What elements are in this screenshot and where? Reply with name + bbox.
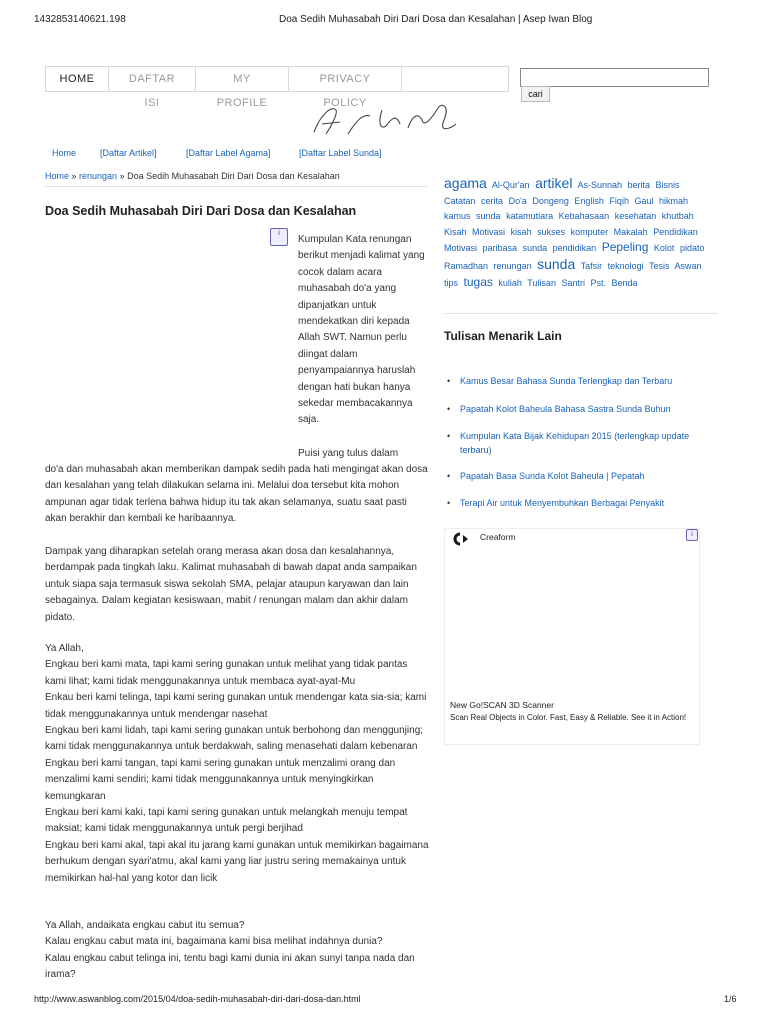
- label-link[interactable]: Pepeling: [601, 240, 649, 255]
- label-link[interactable]: Motivasi: [472, 226, 506, 237]
- label-link[interactable]: Kolot: [653, 243, 675, 254]
- label-link[interactable]: Santri: [561, 277, 585, 288]
- label-link[interactable]: sukses: [537, 226, 566, 237]
- breadcrumb-home[interactable]: Home: [45, 171, 70, 181]
- label-link[interactable]: Bisnis: [655, 180, 680, 190]
- label-link[interactable]: tips: [444, 277, 459, 288]
- ad-brand[interactable]: Creaform: [480, 532, 516, 542]
- label-cloud: [444, 176, 718, 291]
- nav-my-profile[interactable]: MY PROFILE: [196, 67, 289, 91]
- label-link[interactable]: pidato: [679, 243, 705, 254]
- label-link[interactable]: cerita: [481, 195, 504, 206]
- bullet-icon: •: [447, 498, 451, 508]
- label-link[interactable]: tugas: [463, 274, 493, 289]
- prayer-line: Engkau beri kami akal, tapi akal itu jarang kami gunakan untuk memikirkan bagaimana berhukum dengan syari'atmu, akal kami yang liar justru sering memakainya untuk memikirkan hal-hal yang kotor dan licik: [45, 839, 429, 884]
- label-link[interactable]: Tesis: [649, 260, 670, 271]
- nav-daftar-isi[interactable]: DAFTAR ISI: [109, 67, 196, 91]
- label-link[interactable]: kisah: [510, 226, 532, 237]
- label-link[interactable]: Benda: [611, 277, 638, 288]
- label-link[interactable]: Al-Qur'an: [491, 180, 530, 190]
- breadcrumb-category[interactable]: renungan: [79, 171, 118, 181]
- post-paragraph-2: Dampak yang diharapkan setelah orang merasa akan dosa dan kesalahannya, berdampak pada tingkah laku. Kalimat muhasabah di bawah dapat anda sampaikan untuk siapa saja termasuk siswa sekolah SMA, pelajar ataupun karyawan dan lain sebagainya. Dalam kegiatan kesiswaan, mabit / renungan malam dan akhir dalam pidato.: [45, 546, 417, 623]
- post-title: Doa Sedih Muhasabah Diri Dari Dosa dan Kesalahan: [45, 204, 357, 218]
- subnav-home[interactable]: Home: [52, 148, 77, 158]
- related-post-link[interactable]: Terapi Air untuk Menyembuhkan Berbagai Penyakit: [460, 498, 665, 508]
- site-logo[interactable]: [308, 98, 458, 146]
- prayer-block-1: [45, 641, 430, 887]
- bullet-icon: •: [447, 404, 451, 414]
- bullet-icon: •: [447, 431, 451, 441]
- prayer-line: Engkau beri kami lidah, tapi kami sering gunakan untuk berbohong dan menggunjing; kami tidak menggunakannya untuk berdakwah, saling menasehati dalam kebenaran: [45, 725, 424, 753]
- ad-description[interactable]: Scan Real Objects in Color. Fast, Easy & Reliable. See it in Action!: [450, 713, 687, 722]
- related-posts-title: Tulisan Menarik Lain: [444, 329, 562, 343]
- bullet-icon: •: [447, 376, 451, 386]
- label-link[interactable]: sunda: [476, 211, 501, 222]
- prayer-line: Enkau beri kami telinga, tapi kami sering gunakan untuk mendengar kata sia-sia; kami tidak menggunakannya untuk mendengar nasehat: [45, 692, 427, 720]
- post-intro: Kumpulan Kata renungan berikut menjadi kalimat yang cocok dalam acara muhasabah do'a yang dipanjatkan untuk mendekatkan diri kepada Allah SWT. Namun perlu diingat dalam penyampaiannya haruslah dengan hati bukan hanya sekedar membacakannya saja.: [298, 234, 425, 426]
- related-post-link[interactable]: Kumpulan Kata Bijak Kehidupan 2015 (terlengkap update terbaru): [460, 431, 690, 455]
- adchoices-icon[interactable]: i: [686, 529, 698, 541]
- label-link[interactable]: renungan: [493, 260, 532, 271]
- label-link[interactable]: kesehatan: [614, 211, 657, 222]
- related-post-item[interactable]: [447, 496, 718, 510]
- label-link[interactable]: Kisah: [444, 226, 467, 237]
- breadcrumb-current: Doa Sedih Muhasabah Diri Dari Dosa dan Kesalahan: [127, 171, 340, 181]
- label-link[interactable]: English: [574, 195, 604, 206]
- label-link[interactable]: paribasa: [482, 243, 518, 254]
- label-link[interactable]: Catatan: [444, 195, 476, 206]
- print-title: Doa Sedih Muhasabah Diri Dari Dosa dan Kesalahan | Asep Iwan Blog: [279, 14, 593, 25]
- label-link[interactable]: Gaul: [634, 195, 654, 206]
- label-link[interactable]: As-Sunnah: [577, 180, 622, 190]
- label-link[interactable]: sunda: [522, 243, 548, 254]
- label-link[interactable]: berita: [627, 180, 651, 190]
- nav-privacy-policy[interactable]: PRIVACY POLICY: [289, 67, 402, 91]
- label-link[interactable]: Pendidikan: [653, 226, 698, 237]
- label-link[interactable]: kamus: [444, 211, 471, 222]
- prayer-line: Kalau engkau cabut mata ini, bagaimana kami bisa melihat indahnya dunia?: [45, 936, 383, 948]
- label-link[interactable]: Tulisan: [527, 277, 556, 288]
- related-post-item[interactable]: [447, 469, 718, 483]
- related-post-link[interactable]: Kamus Besar Bahasa Sunda Terlengkap dan Terbaru: [460, 376, 673, 386]
- search-button[interactable]: cari: [521, 86, 550, 102]
- related-post-item[interactable]: [447, 374, 718, 388]
- top-navbar: [45, 66, 509, 109]
- prayer-line: Ya Allah, andaikata engkau cabut itu semua?: [45, 920, 245, 931]
- label-link[interactable]: Ramadhan: [444, 260, 489, 271]
- label-link[interactable]: Pst.: [590, 277, 607, 288]
- label-link[interactable]: khutbah: [661, 211, 694, 222]
- post-paragraph-1-start: Puisi yang tulus dalam: [298, 448, 399, 459]
- breadcrumb-separator: »: [69, 171, 80, 181]
- label-link[interactable]: kuliah: [498, 277, 522, 288]
- label-link[interactable]: Fiqih: [609, 195, 629, 206]
- ad-headline[interactable]: New Go!SCAN 3D Scanner: [450, 700, 554, 710]
- label-link[interactable]: hikmah: [659, 195, 689, 206]
- label-link[interactable]: sunda: [537, 255, 576, 272]
- adchoices-icon[interactable]: i: [270, 228, 288, 246]
- label-link[interactable]: Do'a: [508, 195, 527, 206]
- creaform-logo-icon: [452, 532, 470, 546]
- prayer-line: Engkau beri kami kaki, tapi kami sering gunakan untuk melangkah menuju tempat maksiat; kami tidak menggunakannya untuk pergi berjihad: [45, 807, 408, 835]
- label-link[interactable]: Makalah: [613, 226, 648, 237]
- prayer-line: Ya Allah,: [45, 643, 84, 654]
- related-post-link[interactable]: Papatah Basa Sunda Kolot Baheula | Pepatah: [460, 471, 645, 481]
- related-post-link[interactable]: Papatah Kolot Baheula Bahasa Sastra Sunda Buhun: [460, 404, 671, 414]
- logo-signature-icon: [308, 98, 458, 146]
- breadcrumb-separator: »: [117, 171, 128, 181]
- related-post-item[interactable]: [447, 429, 718, 457]
- prayer-line: Engkau beri kami tangan, tapi kami sering gunakan untuk menzalimi orang dan menzalimi kami sendiri; kami tidak menggunakannya untuk menyingkirkan kemungkaran: [45, 757, 396, 802]
- subnav-daftar-label-agama[interactable]: [Daftar Label Agama]: [186, 148, 271, 158]
- label-link[interactable]: Aswan: [674, 260, 702, 271]
- label-link[interactable]: Dongeng: [532, 195, 569, 206]
- label-link[interactable]: artikel: [535, 175, 573, 191]
- prayer-block-2: [45, 918, 430, 984]
- print-page-number: 1/6: [724, 994, 737, 1004]
- breadcrumb: [45, 171, 340, 181]
- prayer-line: Engkau beri kami mata, tapi kami sering gunakan untuk melihat yang tidak pantas kami lihat; kami tidak menggunakannya untuk membaca ayat-ayat-Mu: [45, 659, 408, 687]
- label-link[interactable]: Kebahasaan: [558, 211, 610, 222]
- bullet-icon: •: [447, 471, 451, 481]
- label-link[interactable]: Motivasi: [444, 243, 478, 254]
- sidebar-divider: [444, 313, 718, 314]
- related-post-item[interactable]: [447, 402, 718, 416]
- label-link[interactable]: agama: [444, 175, 487, 191]
- print-timestamp: 1432853140621.198: [34, 14, 126, 25]
- breadcrumb-divider: [45, 186, 427, 187]
- label-link[interactable]: pendidikan: [552, 243, 597, 254]
- search-input[interactable]: [520, 68, 709, 87]
- label-link[interactable]: katamutiara: [506, 211, 554, 222]
- nav-home[interactable]: HOME: [46, 67, 109, 91]
- print-url: http://www.aswanblog.com/2015/04/doa-sedih-muhasabah-diri-dari-dosa-dan.html: [34, 994, 361, 1004]
- post-paragraph-1: do'a dan muhasabah akan memberikan dampak sedih pada hati mengingat akan dosa dan kesalahan yang telah dilakukan selama ini. Melalui doa tersebut kita mohon ampunan agar tidak terlena bahwa hidup itu tak akan selamanya, suatu saat pasti akan berakhir dan kembali ke haribaannya.: [45, 464, 428, 525]
- subnav-daftar-label-sunda[interactable]: [Daftar Label Sunda]: [299, 148, 382, 158]
- subnav-daftar-artikel[interactable]: [Daftar Artikel]: [100, 148, 157, 158]
- label-link[interactable]: Tafsir: [580, 260, 603, 271]
- prayer-line: Kalau engkau cabut telinga ini, tentu bagi kami dunia ini akan sunyi tanpa nada dan irama?: [45, 952, 415, 981]
- label-link[interactable]: teknologi: [607, 260, 644, 271]
- label-link[interactable]: komputer: [570, 226, 609, 237]
